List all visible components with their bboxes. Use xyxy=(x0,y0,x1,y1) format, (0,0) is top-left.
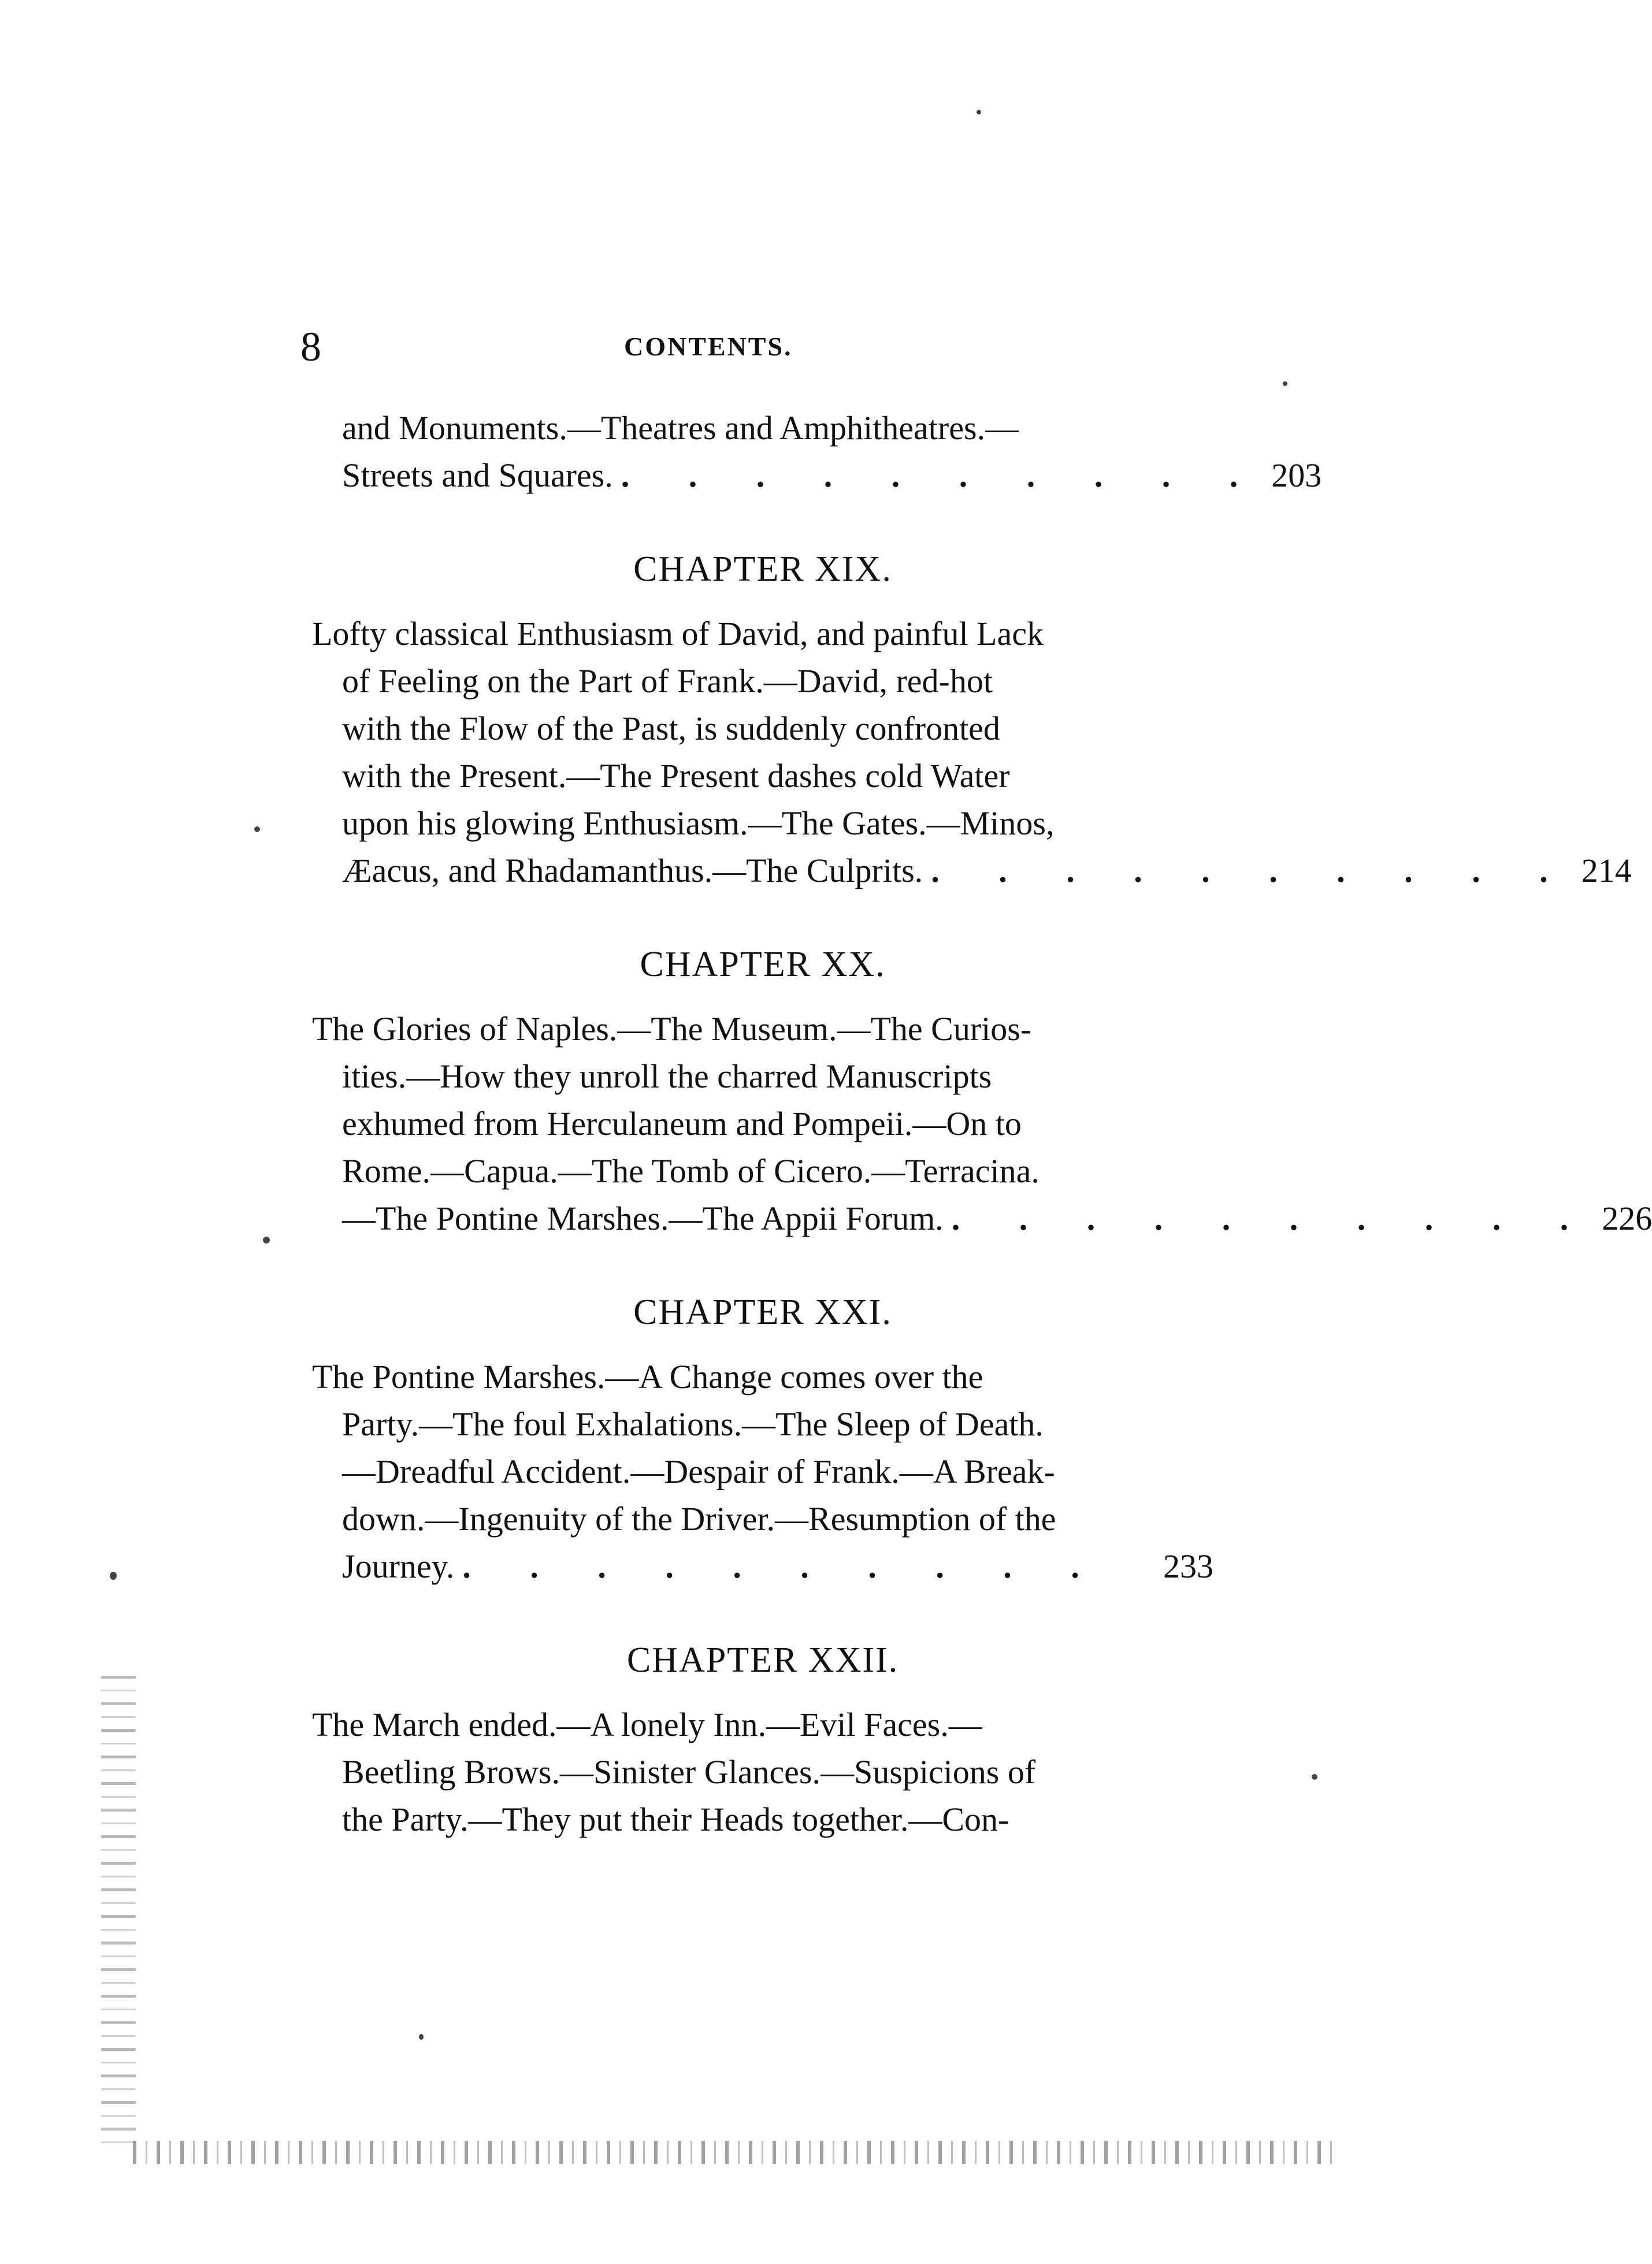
chapter-heading: CHAPTER XXI. xyxy=(633,1293,892,1332)
scan-edge-noise xyxy=(133,2141,1335,2164)
entry-line: of Feeling on the Part of Frank.—David, red-hot xyxy=(342,662,993,700)
contents-entry-ch19 xyxy=(312,610,1632,895)
entry-line: Streets and Squares. xyxy=(342,456,613,494)
scan-speck xyxy=(254,826,260,832)
scan-speck xyxy=(1283,381,1287,386)
entry-line: Rome.—Capua.—The Tomb of Cicero.—Terracina. xyxy=(342,1152,1040,1190)
entry-line: The March ended.—A lonely Inn.—Evil Faces.— xyxy=(312,1706,982,1743)
chapter-heading: CHAPTER XXII. xyxy=(626,1641,899,1680)
entry-line: Beetling Brows.—Sinister Glances.—Suspicions of xyxy=(342,1753,1036,1791)
contents-entry-continued xyxy=(312,404,1322,499)
entry-line: exhumed from Herculaneum and Pompeii.—On to xyxy=(342,1105,1022,1142)
entry-line: Journey. xyxy=(342,1547,455,1585)
entry-line: —The Pontine Marshes.—The Appii Forum. xyxy=(342,1200,944,1237)
entry-line: Party.—The foul Exhalations.—The Sleep of Death. xyxy=(342,1405,1044,1443)
entry-line: with the Flow of the Past, is suddenly confronted xyxy=(342,710,1000,747)
contents-entry-ch21 xyxy=(312,1353,1213,1590)
entry-line: ities.—How they unroll the charred Manuscripts xyxy=(342,1057,992,1095)
entry-leader-line xyxy=(312,452,1322,499)
entry-line: and Monuments.—Theatres and Amphitheatres.— xyxy=(342,409,1019,447)
entry-line: The Glories of Naples.—The Museum.—The Curios- xyxy=(312,1010,1032,1048)
page-reference: 203 xyxy=(1271,456,1322,494)
dot-leader: . . . . . . . . . . xyxy=(931,852,1573,889)
running-head xyxy=(300,324,1225,370)
page-number: 8 xyxy=(300,324,321,370)
entry-leader-line xyxy=(312,847,1632,895)
scan-speck xyxy=(419,2034,424,2040)
contents-entry-ch22 xyxy=(312,1701,1213,1843)
scan-speck xyxy=(263,1237,270,1244)
entry-line: Lofty classical Enthusiasm of David, and painful Lack xyxy=(312,615,1044,652)
entry-line: The Pontine Marshes.—A Change comes over the xyxy=(312,1358,983,1395)
page-reference: 226 xyxy=(1602,1200,1652,1237)
entry-line: Æacus, and Rhadamanthus.—The Culprits. xyxy=(342,852,923,889)
entry-leader-line xyxy=(312,1543,1213,1590)
entry-line: down.—Ingenuity of the Driver.—Resumption of the xyxy=(342,1500,1056,1538)
entry-line: upon his glowing Enthusiasm.—The Gates.—Minos, xyxy=(342,804,1055,842)
dot-leader: . . . . . . . . . . xyxy=(462,1547,1105,1585)
dot-leader: . . . . . . . . . . xyxy=(951,1200,1594,1237)
entry-line: the Party.—They put their Heads together.—Con- xyxy=(342,1801,1009,1838)
page-reference: 214 xyxy=(1581,852,1632,889)
chapter-heading: CHAPTER XIX. xyxy=(633,550,892,589)
scan-speck xyxy=(1312,1774,1317,1780)
running-title: CONTENTS. xyxy=(624,332,793,361)
contents-entry-ch20 xyxy=(312,1005,1652,1242)
entry-line: —Dreadful Accident.—Despair of Frank.—A Break- xyxy=(342,1453,1055,1490)
page-reference: 233 xyxy=(1163,1547,1213,1585)
dot-leader: . . . . . . . . . . xyxy=(621,456,1264,494)
scan-speck xyxy=(977,110,981,114)
scan-speck xyxy=(110,1572,117,1580)
scan-edge-noise xyxy=(101,1676,136,2150)
contents-list xyxy=(312,404,1652,1843)
entry-leader-line xyxy=(312,1195,1652,1242)
entry-line: with the Present.—The Present dashes cold Water xyxy=(342,757,1010,795)
chapter-heading: CHAPTER XX. xyxy=(640,945,886,984)
